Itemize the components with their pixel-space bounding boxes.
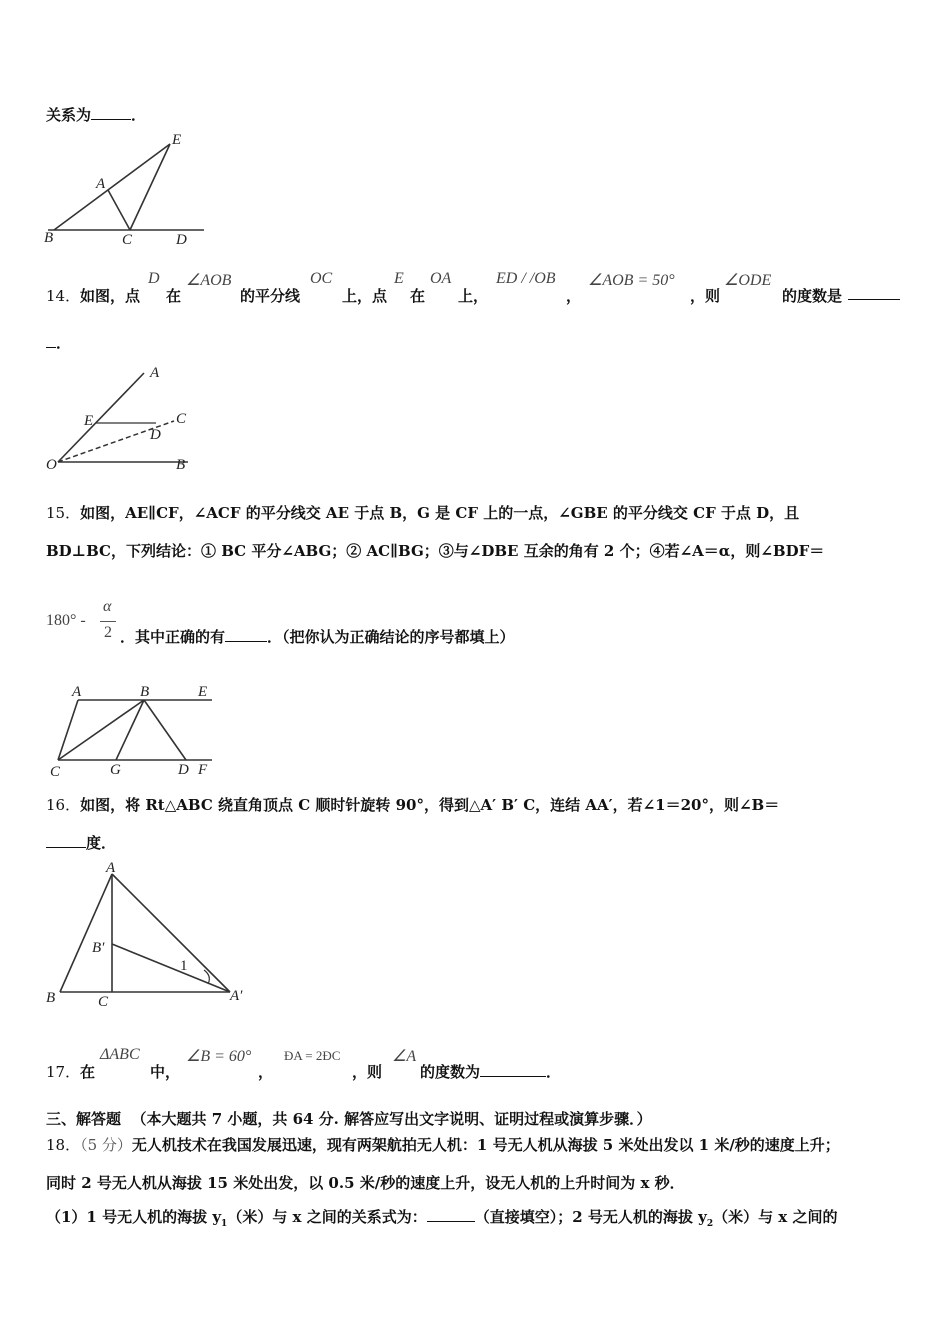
q15-label-f: F	[198, 762, 208, 778]
q16-answer-blank	[46, 835, 86, 848]
q14-text-2: 在	[166, 287, 182, 305]
q14-answer-line-2	[46, 332, 71, 353]
q18-text-3a: （1）1 号无人机的海拔 y	[46, 1208, 222, 1226]
q13-label-a: A	[96, 176, 106, 192]
q15-text-3b: ．（把你认为正确结论的序号都填上）	[267, 628, 515, 646]
q14-ray-oc: OC	[310, 270, 333, 287]
q17-angle-a: ∠A	[392, 1048, 417, 1065]
q16-label-a-prime: A′	[230, 988, 243, 1004]
q17-number: 17．	[46, 1063, 81, 1081]
q14-comma-1: ，	[566, 287, 582, 305]
q17-comma: ，	[258, 1063, 274, 1081]
q16-number: 16．	[46, 796, 81, 814]
q14-point-d: D	[148, 270, 160, 287]
q17-text-3: ，则	[352, 1063, 383, 1081]
q18-line-1	[46, 1134, 840, 1155]
section3-title: 三、解答题	[46, 1110, 122, 1128]
q17-text-2: 中，	[150, 1063, 181, 1081]
q15-answer-blank	[225, 629, 267, 642]
q14-parallel: ED / /OB	[496, 270, 556, 287]
q18-score: （5 分）	[80, 1136, 132, 1154]
q15-fraction-bar	[100, 621, 116, 622]
q16-label-b-prime: B′	[92, 940, 105, 956]
q14-text-7: ，则	[690, 287, 721, 305]
q16-label-b: B	[46, 990, 56, 1006]
q14-label-b: B	[176, 457, 186, 473]
section3-heading	[46, 1108, 652, 1129]
q16-text-1: 如图，将 Rt△ABC 绕直角顶点 C 顺时针旋转 90°，得到△A′ B′ C，连结 AA′，若∠1＝20°，则∠B＝	[80, 796, 780, 814]
q18-sub-2: 2	[706, 1219, 714, 1229]
q17-text-1: 在	[80, 1063, 96, 1081]
q13-label-e: E	[172, 132, 182, 148]
q18-text-3c: （直接填空）；2 号无人机的海拔 y	[474, 1208, 707, 1226]
q16-label-c: C	[98, 994, 109, 1010]
q17-end: ．	[546, 1063, 562, 1081]
q14-text-5: 在	[410, 287, 426, 305]
q15-label-a: A	[72, 684, 82, 700]
q16-line-1	[46, 794, 779, 815]
q15-label-c: C	[50, 764, 61, 780]
q18-text-3d: （米）与 x 之间的	[713, 1208, 838, 1226]
q17-relation: ÐA = 2ÐC	[284, 1048, 341, 1063]
q15-line-3	[120, 626, 515, 647]
q14-label-d: D	[150, 427, 161, 443]
q13-label-b: B	[44, 230, 54, 246]
q14-angle-aob: ∠AOB	[186, 272, 232, 289]
q17-triangle: ΔABC	[100, 1046, 140, 1063]
q14-label-a: A	[150, 365, 160, 381]
q16-label-a: A	[106, 860, 116, 876]
q15-label-g: G	[110, 762, 121, 778]
q14-text-8: 的度数是	[782, 287, 843, 305]
q14-figure	[46, 365, 206, 475]
q14-answer-blank-2	[46, 335, 56, 348]
q15-text-1: 如图，AE∥CF，∠ACF 的平分线交 AE 于点 B，G 是 CF 上的一点，∠GBE 的平分线交 CF 于点 D，且	[80, 504, 800, 522]
q17-answer-blank	[480, 1064, 546, 1077]
q13-end: ．	[131, 106, 147, 124]
q13-answer-blank	[91, 107, 131, 120]
q15-expr-num: α	[103, 598, 112, 615]
q15-label-b: B	[140, 684, 150, 700]
q14-text-4: 上，点	[342, 287, 388, 305]
q14-text-1: 如图，点	[80, 287, 141, 305]
q14-label-c: C	[176, 411, 187, 427]
q15-expr-a: 180° -	[46, 612, 86, 629]
q18-text-3b: （米）与 x 之间的关系式为：	[227, 1208, 427, 1226]
q18-number: 18．	[46, 1136, 81, 1154]
q15-figure	[44, 682, 224, 780]
q15-text-2: BD⊥BC，下列结论：① BC 平分∠ABG；② AC∥BG；③与∠DBE 互余的角有 2 个；④若∠A＝α，则∠BDF＝	[46, 542, 825, 560]
q18-text-1: 无人机技术在我国发展迅速，现有两架航拍无人机：1 号无人机从海拔 5 米处出发以 1 米/秒的速度上升；	[131, 1136, 840, 1154]
q14-label-e: E	[84, 413, 94, 429]
q13-figure	[44, 130, 214, 250]
q14-angle-ode: ∠ODE	[724, 272, 772, 289]
q17-angle-b: ∠B = 60°	[186, 1048, 252, 1065]
q14-ray-oa: OA	[430, 270, 452, 287]
q15-number: 15．	[46, 504, 81, 522]
q14-point-e: E	[394, 270, 404, 287]
q15-line-1	[46, 502, 799, 523]
q14-label-o: O	[46, 457, 57, 473]
q14-end: ．	[56, 334, 72, 352]
q13-tail-line	[46, 104, 146, 125]
q14-number: 14．	[46, 287, 81, 305]
q17-text-4: 的度数为	[420, 1063, 481, 1081]
q15-expr-den: 2	[104, 624, 112, 641]
q13-label-d: D	[176, 232, 187, 248]
q18-text-2: 同时 2 号无人机从海拔 15 米处出发，以 0.5 米/秒的速度上升，设无人机的上升时间为 x 秒．	[46, 1174, 685, 1192]
q13-tail-text: 关系为	[46, 106, 92, 124]
q14-angle-value: ∠AOB = 50°	[588, 272, 675, 289]
q18-sub-1: 1	[221, 1219, 228, 1229]
q14-text-3: 的平分线	[240, 287, 301, 305]
q18-line-3	[46, 1206, 837, 1229]
q17-line-end	[420, 1061, 561, 1082]
q15-label-d: D	[178, 762, 189, 778]
q13-label-c: C	[122, 232, 133, 248]
q14-text-6: 上，	[458, 287, 489, 305]
q16-label-1: 1	[180, 958, 188, 974]
q14-answer-blank-1	[848, 287, 900, 300]
q18-answer-blank-1	[427, 1209, 475, 1222]
q16-line-2	[46, 832, 116, 853]
q16-text-2: 度．	[86, 834, 117, 852]
q15-label-e: E	[198, 684, 208, 700]
q15-text-3a: ．其中正确的有	[120, 628, 226, 646]
section3-note: （本大题共 7 小题，共 64 分. 解答应写出文字说明、证明过程或演算步骤．）	[131, 1110, 652, 1128]
q16-figure	[44, 858, 264, 1008]
